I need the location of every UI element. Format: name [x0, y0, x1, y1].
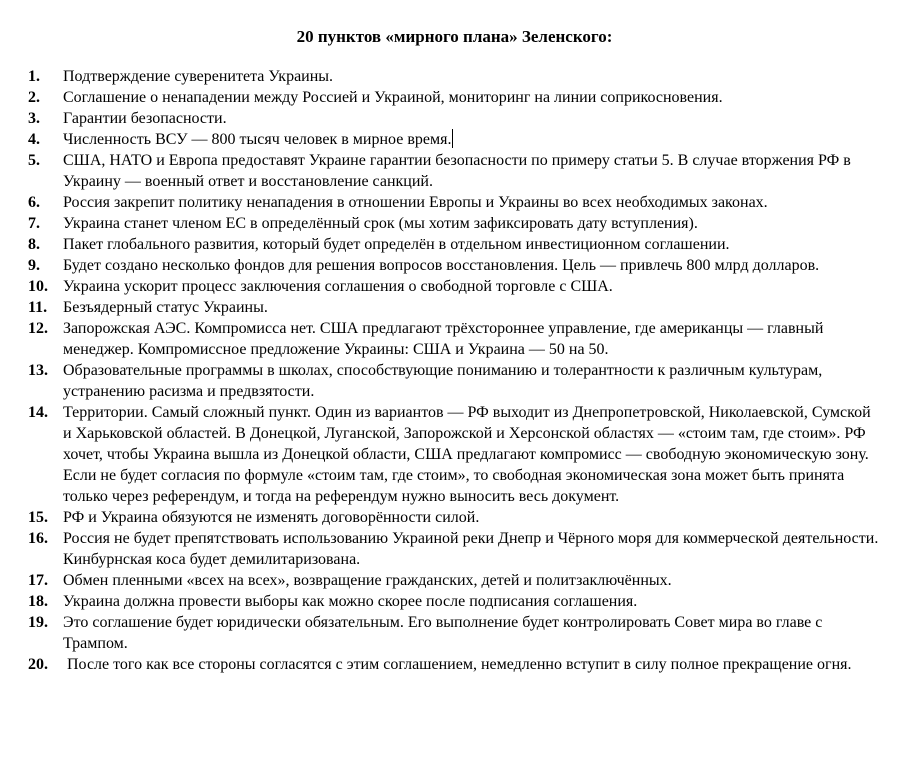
item-number: 6.: [28, 194, 40, 211]
item-number: 10.: [28, 278, 48, 295]
list-item-15: [0, 507, 909, 528]
list-item-4: [0, 129, 909, 150]
item-number: 1.: [28, 68, 40, 85]
list-item-18: [0, 591, 909, 612]
list-item-12: [0, 318, 909, 360]
item-text: Украина станет членом ЕС в определённый срок (мы хотим зафиксировать дату вступления).: [63, 215, 698, 232]
list-item-20: [0, 654, 909, 675]
list-item-1: [0, 66, 909, 87]
item-text: Россия закрепит политику ненападения в отношении Европы и Украины во всех необходимых законах.: [63, 194, 768, 211]
list-item-5: [0, 150, 909, 192]
item-number: 16.: [28, 530, 48, 547]
item-text: Будет создано несколько фондов для решения вопросов восстановления. Цель — привлечь 800 млрд долларов.: [63, 257, 820, 274]
text-cursor: [452, 129, 453, 148]
item-number: 3.: [28, 110, 40, 127]
item-text: Безъядерный статус Украины.: [63, 299, 268, 316]
item-number: 13.: [28, 362, 48, 379]
item-number: 17.: [28, 572, 48, 589]
item-text: Запорожская АЭС. Компромисса нет. США предлагают трёхстороннее управление, где американцы — главный менеджер. Компромиссное предложение Украины: США и Украина — 50 на 50.: [63, 320, 828, 358]
item-number: 7.: [28, 215, 40, 232]
item-text: Пакет глобального развития, который будет определён в отдельном инвестиционном соглашении.: [63, 236, 730, 253]
list-item-3: [0, 108, 909, 129]
item-text-content: Численность ВСУ — 800 тысяч человек в мирное время.: [63, 131, 452, 148]
item-text: Обмен пленными «всех на всех», возвращение гражданских, детей и политзаключённых.: [63, 572, 672, 589]
item-number: 15.: [28, 509, 48, 526]
item-number: 2.: [28, 89, 40, 106]
item-text: Украина должна провести выборы как можно скорее после подписания соглашения.: [63, 593, 638, 610]
item-text: РФ и Украина обязуются не изменять договорённости силой.: [63, 509, 480, 526]
item-text: После того как все стороны согласятся с этим соглашением, немедленно вступит в силу полное прекращение огня.: [63, 656, 852, 673]
item-number: 20.: [28, 656, 48, 673]
list-item-10: [0, 276, 909, 297]
item-text: Гарантии безопасности.: [63, 110, 227, 127]
list-item-8: [0, 234, 909, 255]
list-item-13: [0, 360, 909, 402]
document-title: 20 пунктов «мирного плана» Зеленского:: [296, 27, 613, 46]
item-text: Территории. Самый сложный пункт. Один из вариантов — РФ выходит из Днепропетровской, Николаевской, Сумской и Харьковской областей. В Донецкой, Луганской, Запорожской и Херсонской областях — «стоим там, где стоим». РФ хочет, чтобы Украина вышла из Донецкой области, США предлагают компромисс — свободную экономическую зону. Если не будет согласия по формуле «стоим там, где стоим», то свободная экономическая зона может быть принята только через референдум, и тогда на референдум нужно выносить весь документ.: [63, 404, 875, 505]
item-number: 11.: [28, 299, 48, 316]
item-number: 14.: [28, 404, 48, 421]
list-item-7: [0, 213, 909, 234]
item-text: [63, 129, 909, 150]
list-item-2: [0, 87, 909, 108]
list-item-19: [0, 612, 909, 654]
list-item-9: [0, 255, 909, 276]
item-text: Образовательные программы в школах, способствующие пониманию и толерантности к различным культурам, устранению расизма и предвзятости.: [63, 362, 827, 400]
item-text: Это соглашение будет юридически обязательным. Его выполнение будет контролировать Совет мира во главе с Трампом.: [63, 614, 827, 652]
item-number: 12.: [28, 320, 48, 337]
item-text: Россия не будет препятствовать использованию Украиной реки Днепр и Чёрного моря для коммерческой деятельности. Кинбурнская коса будет демилитаризована.: [63, 530, 883, 568]
list-item-14: [0, 402, 909, 507]
list-item-17: [0, 570, 909, 591]
item-text: США, НАТО и Европа предоставят Украине гарантии безопасности по примеру статьи 5. В случае вторжения РФ в Украину — военный ответ и восстановление санкций.: [63, 152, 855, 190]
item-number: 8.: [28, 236, 40, 253]
list-item-11: [0, 297, 909, 318]
item-number: 9.: [28, 257, 40, 274]
item-text: Соглашение о ненападении между Россией и Украиной, мониторинг на линии соприкосновения.: [63, 89, 723, 106]
list-item-16: [0, 528, 909, 570]
item-number: 18.: [28, 593, 48, 610]
list-item-6: [0, 192, 909, 213]
item-number: 4.: [28, 131, 40, 148]
item-text: Подтверждение суверенитета Украины.: [63, 68, 334, 85]
item-number: 5.: [28, 152, 40, 169]
item-number: 19.: [28, 614, 48, 631]
plan-list: [0, 66, 909, 675]
item-text: Украина ускорит процесс заключения соглашения о свободной торговле с США.: [63, 278, 613, 295]
